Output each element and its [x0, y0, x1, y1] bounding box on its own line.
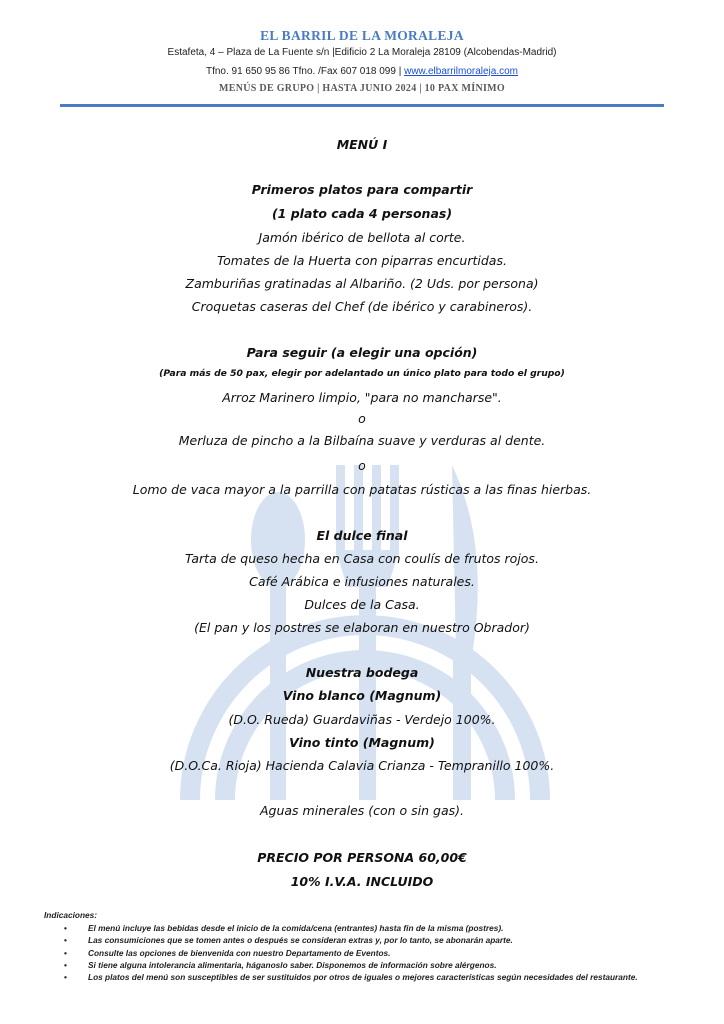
starters-heading: Primeros platos para compartir	[251, 182, 473, 197]
bullet-icon: •	[64, 923, 67, 933]
mains-note: (Para más de 50 pax, elegir por adelantado un único plato para todo el grupo)	[159, 368, 565, 379]
note-item	[44, 922, 664, 934]
starter-item: Croquetas caseras del Chef (de ibérico y carabineros).	[191, 299, 533, 314]
starter-item: Jamón ibérico de bellota al corte.	[258, 230, 466, 245]
red-wine-heading: Vino tinto (Magnum)	[289, 735, 435, 750]
notes-section	[44, 910, 664, 983]
restaurant-name: EL BARRIL DE LA MORALEJA	[260, 28, 464, 43]
water: Aguas minerales (con o sin gas).	[259, 803, 465, 818]
main-option: Merluza de pincho a la Bilbaína suave y verduras al dente.	[178, 433, 546, 448]
red-wine: (D.O.Ca. Rioja) Hacienda Calavia Crianza - Tempranillo 100%.	[169, 758, 555, 773]
notes-title: Indicaciones:	[44, 910, 98, 920]
starters-subheading: (1 plato cada 4 personas)	[271, 206, 453, 221]
starter-item: Zamburiñas gratinadas al Albariño. (2 Uds. por persona)	[185, 276, 539, 291]
note-text: Consulte las opciones de bienvenida con nuestro Departamento de Eventos.	[88, 947, 391, 958]
note-text: Los platos del menú son susceptibles de ser sustituidos por otros de iguales o mejores características según necesidades del restaurante.	[88, 972, 638, 983]
bullet-icon: •	[64, 959, 67, 970]
note-text: El menú incluye las bebidas desde el inicio de la comida/cena (entrantes) hasta fin de la misma (postres).	[88, 923, 504, 933]
note-item	[44, 934, 664, 946]
contact-line	[0, 66, 724, 77]
group-menus-line: MENÚS DE GRUPO | HASTA JUNIO 2024 | 10 PAX MÍNIMO	[219, 83, 505, 94]
price-per-person: PRECIO POR PERSONA 60,00€	[257, 850, 467, 865]
note-item	[44, 947, 664, 959]
dessert-item: (El pan y los postres se elaboran en nuestro Obrador)	[194, 620, 530, 635]
dessert-heading: El dulce final	[316, 528, 408, 543]
bullet-icon: •	[64, 972, 67, 983]
bullet-icon: •	[64, 935, 67, 946]
main-option: Lomo de vaca mayor a la parrilla con patatas rústicas a las finas hierbas.	[132, 482, 592, 497]
white-wine: (D.O. Rueda) Guardaviñas - Verdejo 100%.	[228, 712, 496, 727]
website-link[interactable]: www.elbarrilmoraleja.com	[404, 66, 519, 77]
note-item	[44, 971, 664, 983]
dessert-item: Dulces de la Casa.	[304, 597, 420, 612]
note-text: Las consumiciones que se tomen antes o después se consideran extras y, por lo tanto, se abonarán aparte.	[88, 935, 513, 946]
menu-title: MENÚ I	[336, 137, 388, 152]
option-separator: o	[358, 411, 366, 426]
note-text: Si tiene alguna intolerancia alimentaria, háganoslo saber. Disponemos de información sobre alérgenos.	[88, 959, 497, 970]
dessert-item: Café Arábica e infusiones naturales.	[249, 574, 475, 589]
bullet-icon: •	[64, 947, 67, 958]
restaurant-address: Estafeta, 4 – Plaza de La Fuente s/n |Edificio 2 La Moraleja 28109 (Alcobendas-Madrid)	[167, 47, 557, 58]
header-divider	[60, 104, 664, 107]
wine-heading: Nuestra bodega	[305, 665, 419, 680]
option-separator: o	[358, 458, 366, 473]
white-wine-heading: Vino blanco (Magnum)	[282, 688, 442, 703]
mains-heading: Para seguir (a elegir una opción)	[246, 345, 478, 360]
phone-numbers: Tfno. 91 650 95 86 Tfno. /Fax 607 018 099 |	[205, 66, 405, 77]
dessert-item: Tarta de queso hecha en Casa con coulís de frutos rojos.	[185, 551, 539, 566]
starter-item: Tomates de la Huerta con piparras encurtidas.	[217, 253, 507, 268]
note-item	[44, 959, 664, 971]
notes-list	[44, 922, 664, 983]
vat-included: 10% I.V.A. INCLUIDO	[290, 874, 434, 889]
main-option: Arroz Marinero limpio, "para no mancharse".	[222, 390, 502, 405]
